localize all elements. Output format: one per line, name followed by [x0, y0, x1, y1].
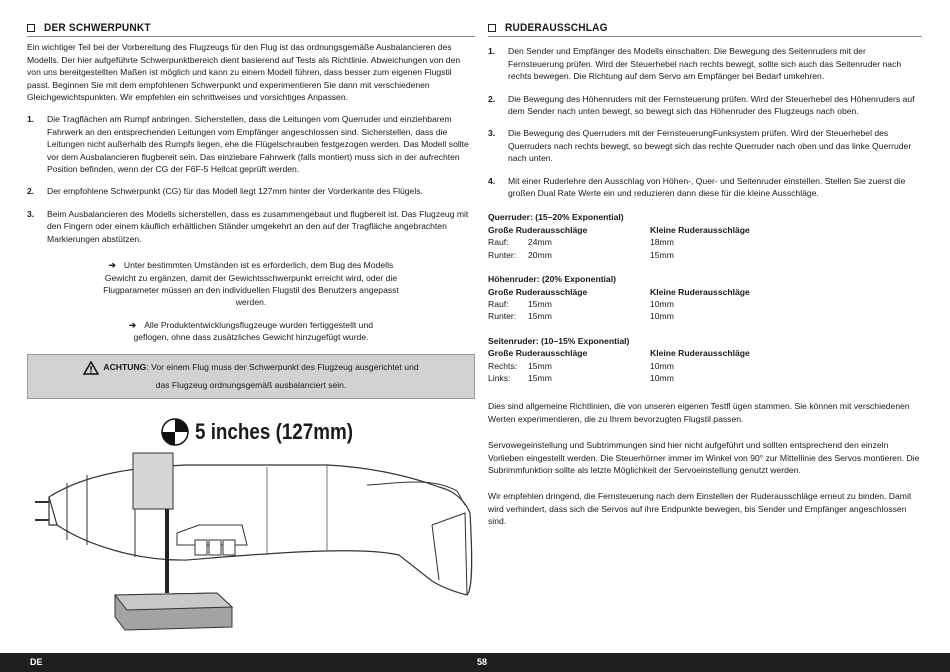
list-item — [488, 127, 922, 164]
step-text: Die Bewegung des Querruders mit der FernsteuerungFunksystem prüfen. Wird der Steuerhebel des Querruders nach rechts bewegt, so bewegt sich das rechte Querruder nach oben und das linke Querruder nach unten. — [508, 128, 912, 164]
table-cell: 10mm — [650, 311, 674, 322]
intro-paragraph: Ein wichtiger Teil bei der Vorbereitung des Flugzeugs für den Flug ist das ordnungsgemäße Ausbalancieren des Modells. Der hier aufgeführte Schwerpunktbereich dient basierend auf Tests als Richtlinie. Abweichungen von den von uns bereitgestellten Maßen ist möglich und kann zu einem Modell führen, dass besser zum eigenen Flugstil passt. Beginnen Sie mit dem empfohlenen Schwerpunkt und experimentieren Sie dann mit verschiedenen Gleichgewichtspunkten. Wir empfehlen ein schrittweises und vorsichtiges Anpassen. — [27, 42, 461, 103]
warning-line2: das Flugzeug ordnungsgemäß ausbalanciert sein. — [155, 379, 347, 390]
table-cell: 10mm — [650, 360, 674, 371]
table-cell: 15mm — [528, 298, 552, 309]
warning-label: ACHTUNG — [103, 362, 147, 373]
steps-list — [27, 113, 475, 245]
table-cell: 15mm — [528, 372, 552, 383]
table-row — [488, 249, 922, 261]
table-cell: 24mm — [528, 237, 552, 248]
steps-list — [488, 45, 922, 199]
elevator-throws-table — [488, 273, 922, 323]
warning-line1: : Vor einem Flug muss der Schwerpunkt des Flugzeug ausgerichtet und — [146, 362, 419, 373]
control-throws-section — [488, 22, 922, 538]
table-cell: Runter: — [488, 311, 517, 322]
page-number: 58 — [477, 657, 488, 667]
table-cell: 10mm — [650, 372, 674, 383]
cg-section — [27, 22, 475, 399]
step-text: Den Sender und Empfänger des Modells einschalten. Die Bewegung des Seitenruders mit der Fernsteuerung prüfen. Wird der Steuerhebel nach rechts bewegt, sollte sich auch das Seitenruder nach rechts bewegen. Die Richtung auf dem Servo am Empfänger bei Bedarf umkehren. — [508, 46, 902, 82]
table-header: Kleine Ruderausschläge — [650, 224, 750, 235]
table-row — [488, 360, 922, 372]
table-cell: 15mm — [650, 249, 674, 260]
arrow-icon: ➔ — [108, 260, 116, 271]
table-header-row — [488, 224, 922, 236]
table-cell: 15mm — [528, 360, 552, 371]
table-cell: 15mm — [528, 311, 552, 322]
table-row — [488, 310, 922, 322]
table-cell: 10mm — [650, 298, 674, 309]
warning-icon — [83, 361, 99, 378]
step-number: 3. — [27, 208, 35, 219]
table-cell: Rauf: — [488, 237, 509, 248]
table-title: Querruder: (15–20% Exponential) — [488, 212, 624, 223]
table-row — [488, 298, 922, 310]
table-row — [488, 236, 922, 248]
language-code: DE — [30, 657, 43, 667]
table-header-row — [488, 347, 922, 359]
section-header — [27, 22, 475, 37]
section-title: RUDERAUSSCHLAG — [505, 22, 608, 34]
table-header: Kleine Ruderausschläge — [650, 286, 750, 297]
list-item — [488, 45, 922, 82]
balancing-stand — [115, 593, 232, 630]
checkbox-icon — [488, 24, 496, 32]
paragraph: Dies sind allgemeine Richtlinien, die von unseren eigenen Testfl ügen stammen. Sie können mit verschiedenen Werten experimentieren, die zu Ihrem bevorzugten Flugstil passen. — [488, 401, 910, 424]
table-cell: Rauf: — [488, 298, 509, 309]
section-title: DER SCHWERPUNKT — [44, 22, 151, 34]
table-row — [488, 372, 922, 384]
cg-distance-label: 5 inches (127mm) — [195, 419, 353, 444]
cg-marker-icon — [162, 419, 188, 445]
table-cell: Runter: — [488, 249, 517, 260]
page-footer — [0, 653, 950, 672]
table-cell: Rechts: — [488, 360, 518, 371]
step-number: 2. — [27, 186, 35, 197]
step-text: Mit einer Ruderlehre den Ausschlag von Höhen-, Quer- und Seitenruder einstellen. Stellen Sie zuerst die großen Dual Rate Werte ein und reduzieren dann diese für die kleine Ausschläge. — [508, 175, 906, 199]
note — [27, 319, 475, 344]
list-item — [27, 185, 475, 197]
checkbox-icon — [27, 24, 35, 32]
note-text: Alle Produktentwicklungsflugzeuge wurden fertiggestellt und geflogen, ohne dass zusätzliches Gewicht hinzugefügt wurde. — [133, 319, 374, 343]
step-text: Die Tragflächen am Rumpf anbringen. Sicherstellen, dass die Leitungen vom Querruder und einziehbarem Fahrwerk an den entsprechenden Leitungen vom Empfänger angeschlossen sind. Sicherstellen, dass die Leitungen nicht außerhalb des Rumpfs liegen, ehe die Flügelschrauben festgezogen werden. Das Modell sollte vor dem Ausbalancieren flugbereit sein. Das einziebare Fahrwerk (falls montiert) muss sich in der aufrechten Position befinden, wenn der CG der F6F-5 Hellcat geprüft werden. — [47, 114, 469, 175]
table-header: Große Ruderausschläge — [488, 348, 588, 359]
step-text: Die Bewegung des Höhenruders mit der Fernsteuerung prüfen. Wird der Steuerhebel des Höhenruders auf dem Sender nach unten bewegt, so bewegt sich das Höhenruder des Flugzeugs nach oben. — [508, 93, 915, 117]
table-header: Große Ruderausschläge — [488, 286, 588, 297]
section-header — [488, 22, 922, 37]
step-number: 1. — [488, 46, 496, 57]
table-title: Höhenruder: (20% Exponential) — [488, 274, 616, 285]
step-number: 1. — [27, 114, 35, 125]
step-number: 2. — [488, 93, 496, 104]
cg-diagram — [27, 405, 497, 650]
arrow-icon: ➔ — [128, 319, 137, 330]
note-text: Unter bestimmten Umständen ist es erforderlich, dem Bug des Modells Gewicht zu ergänzen, damit der Gewichtsschwerpunkt erreicht wird, oder die Flugparameter müssen an den individuellen Flugstil des Benutzers angepasst werden. — [103, 260, 399, 308]
step-text: Beim Ausbalancieren des Modells sicherstellen, dass es zusammengebaut und flugbereit ist. Das Flugzeug mit den Fingern oder einem käuflich erhältlichen Ständer umgekehrt an den auf der Tragfläche angebrachten Markierungen abstützen. — [47, 208, 469, 244]
step-number: 4. — [488, 175, 496, 186]
note — [27, 259, 475, 309]
table-cell: 20mm — [528, 249, 552, 260]
aileron-throws-table — [488, 211, 922, 261]
list-item — [488, 175, 922, 200]
step-text: Der empfohlene Schwerpunkt (CG) für das Modell liegt 127mm hinter der Vorderkante des Flügels. — [47, 186, 423, 197]
table-cell: 18mm — [650, 237, 674, 248]
paragraph: Servowegeinstellung und Subtrimmungen sind hier nicht aufgeführt und sollten entsprechend den einzeln Vorlieben eingestellt werden. Die Steuerhörner immer im Winkel von 90° zur Mittellinie des Servos montieren. Die Subrimmfunktion sollte als letzte Möglichkeit der Servoeinstellung genutzt werden. — [488, 440, 920, 475]
list-item — [27, 113, 475, 175]
table-cell: Links: — [488, 372, 511, 383]
rudder-throws-table — [488, 335, 922, 385]
list-item — [27, 208, 475, 245]
table-header-row — [488, 286, 922, 298]
list-item — [488, 93, 922, 118]
table-header: Kleine Ruderausschläge — [650, 348, 750, 359]
table-header: Große Ruderausschläge — [488, 224, 588, 235]
paragraph: Wir empfehlen dringend, die Fernsteuerung nach dem Einstellen der Ruderausschläge erneut zu binden. Damit wird verhindert, dass sich die Servos auf ihre Endpunkte bewegen, bis Sender und Empfänger angeschlossen sind. — [488, 491, 912, 527]
aircraft-illustration — [27, 405, 497, 650]
step-number: 3. — [488, 128, 496, 139]
warning-box — [27, 354, 475, 399]
table-title: Seitenruder: (10–15% Exponential) — [488, 335, 630, 346]
